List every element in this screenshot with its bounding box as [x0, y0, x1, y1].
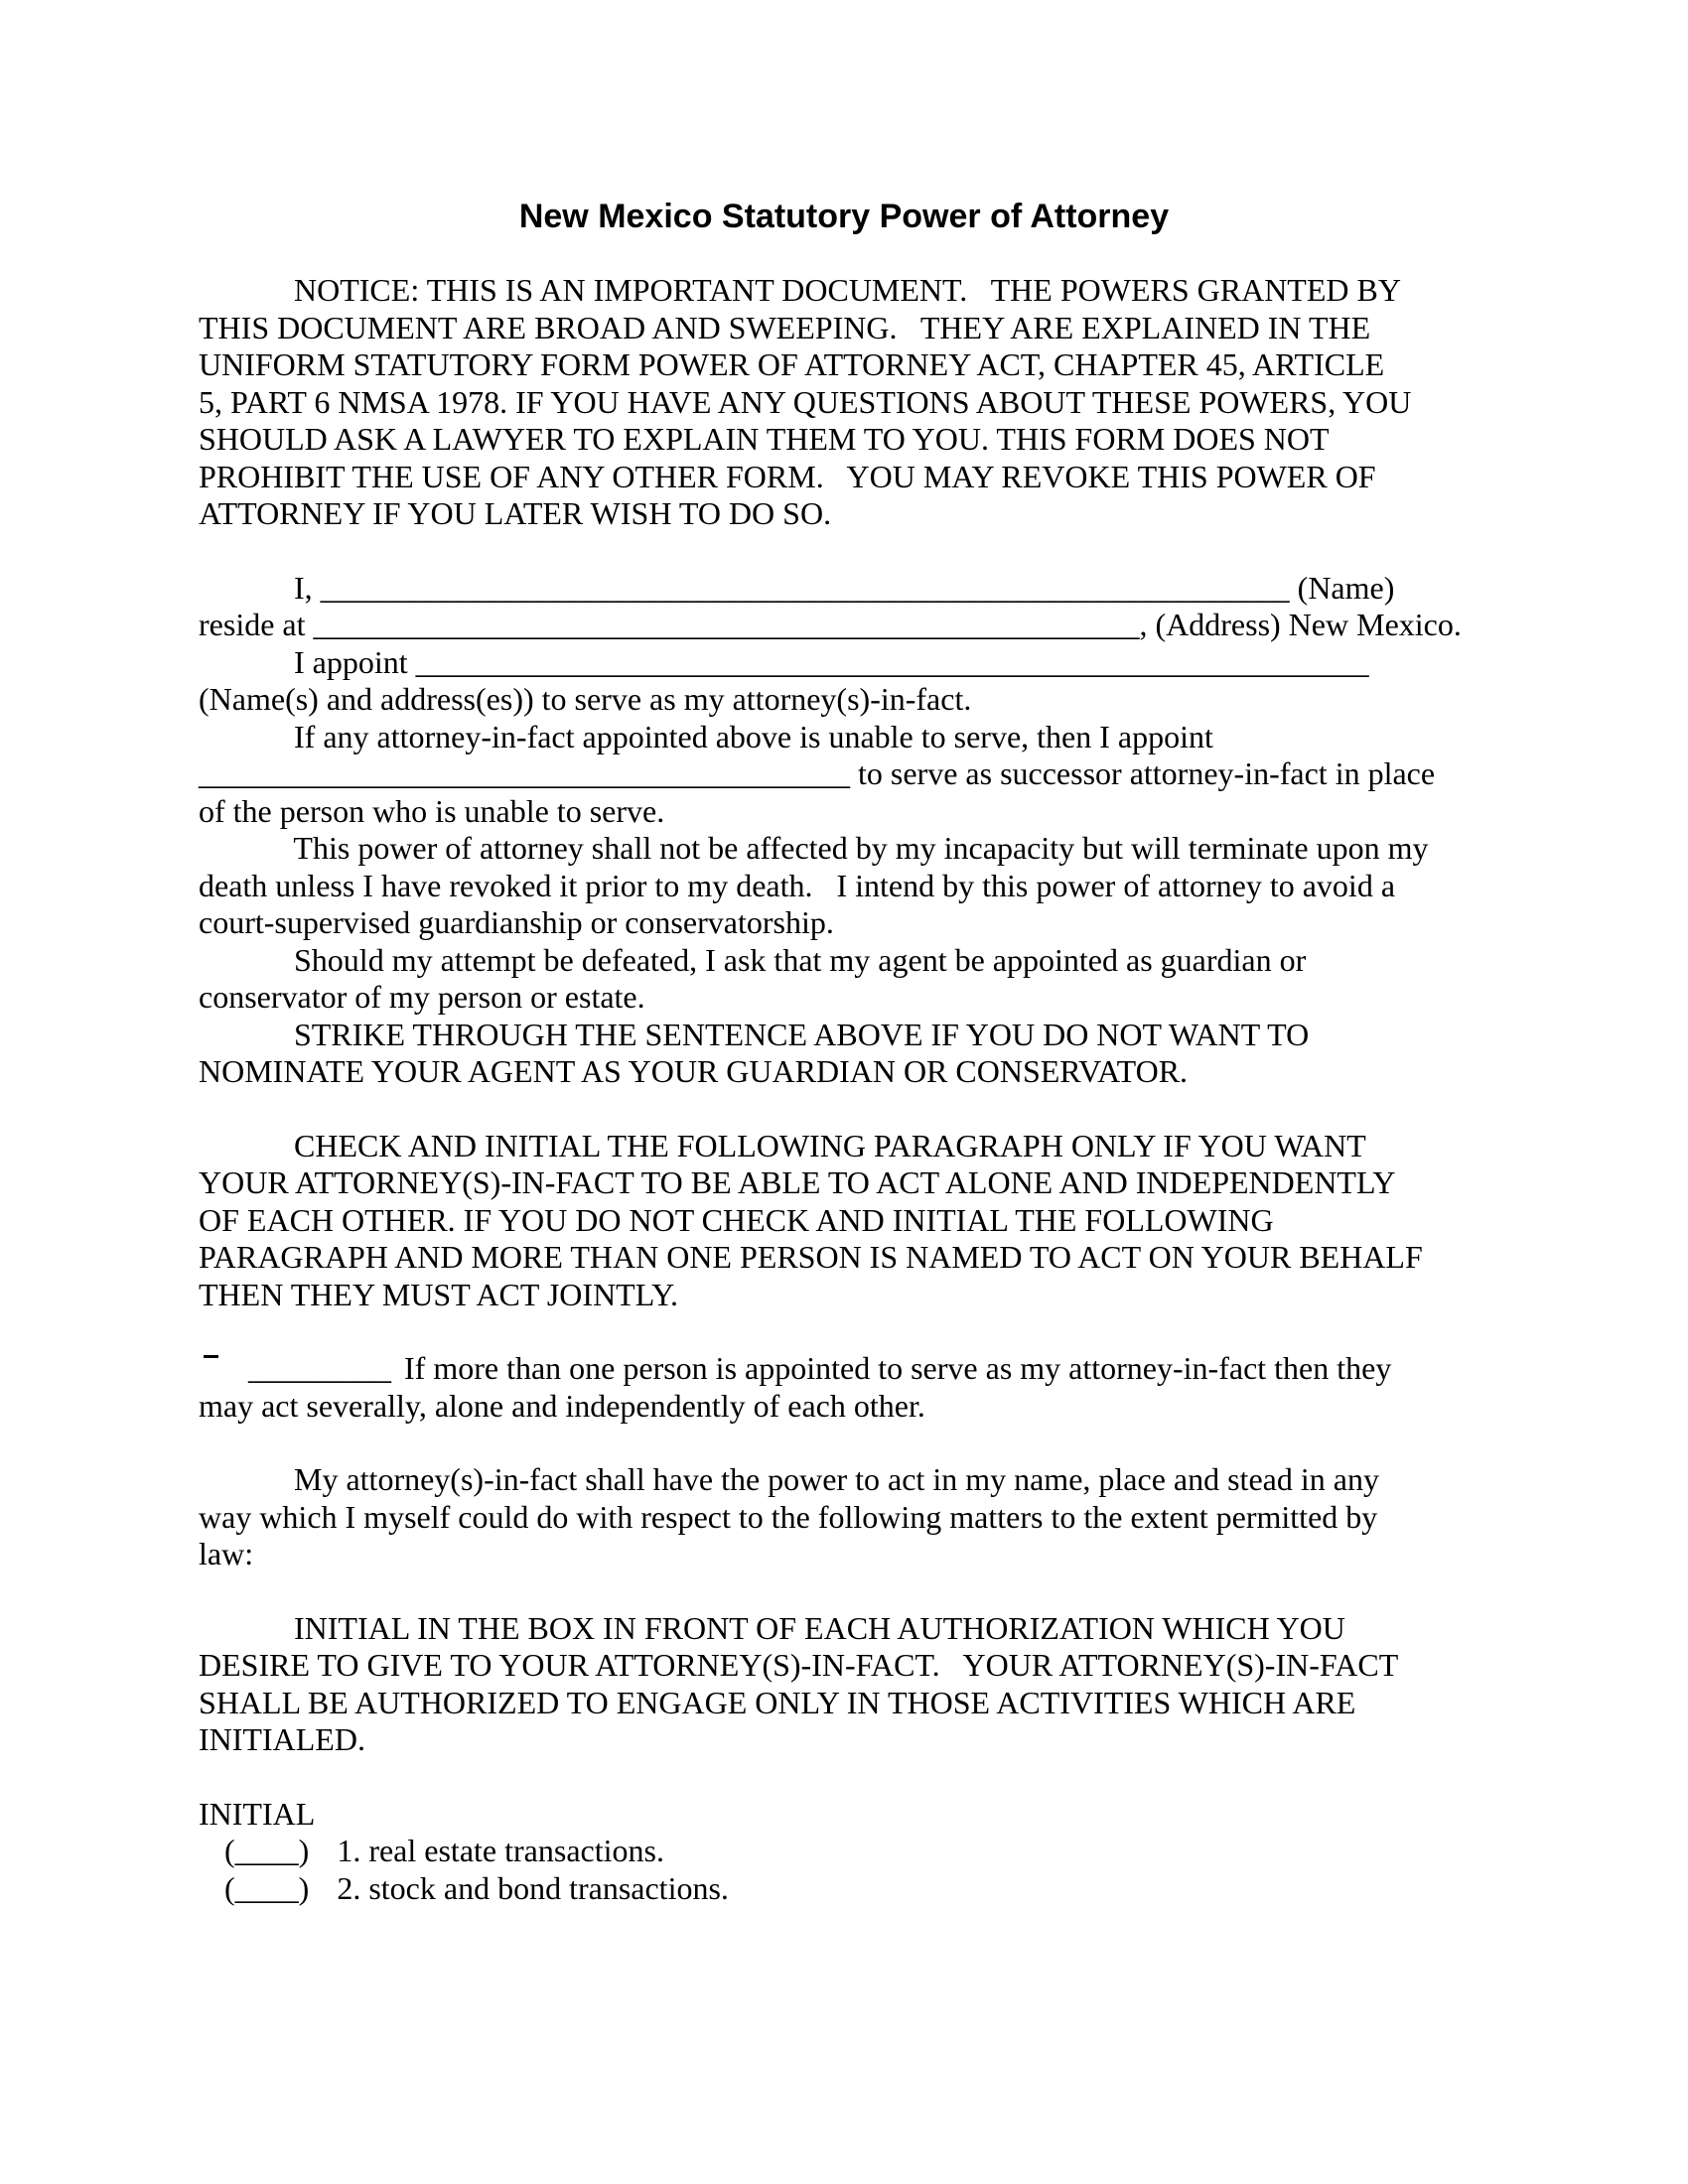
- attorney-appoint-line: [199, 644, 1489, 682]
- text-line: law:: [199, 1536, 254, 1571]
- initial-instruction-paragraph: [199, 1610, 1489, 1759]
- text-line: PARAGRAPH AND MORE THAN ONE PERSON IS NAMED TO ACT ON YOUR BEHALF: [199, 1239, 1423, 1275]
- text-line: 5, PART 6 NMSA 1978. IF YOU HAVE ANY QUESTIONS ABOUT THESE POWERS, YOU: [199, 383, 1412, 420]
- initials-field-stock-bond[interactable]: (____): [224, 1869, 310, 1906]
- successor-tail-line: of the person who is unable to serve.: [199, 792, 665, 829]
- initial-items-list: [199, 1833, 1489, 1907]
- document-title: New Mexico Statutory Power of Attorney: [518, 198, 1170, 235]
- text-line: UNIFORM STATUTORY FORM POWER OF ATTORNEY ACT, CHAPTER 45, ARTICLE: [199, 346, 1385, 382]
- text-line: death unless I have revoked it prior to my death. I intend by this power of attorney to avoid a: [199, 867, 1396, 903]
- text-line: This power of attorney shall not be affected by my incapacity but will terminate upon my: [199, 830, 1429, 866]
- text-line: YOUR ATTORNEY(S)-IN-FACT TO BE ABLE TO ACT ALONE AND INDEPENDENTLY: [199, 1164, 1396, 1200]
- text-line: Should my attempt be defeated, I ask that my agent be appointed as guardian or: [199, 941, 1307, 978]
- notice-paragraph: [199, 272, 1489, 533]
- successor-intro-line: If any attorney-in-fact appointed above is unable to serve, then I appoint: [199, 718, 1213, 754]
- powers-paragraph: [199, 1461, 1489, 1573]
- text-line: court-supervised guardianship or conservatorship.: [199, 904, 834, 940]
- guardian-nomination-paragraph: [199, 942, 1489, 1017]
- text-line: DESIRE TO GIVE TO YOUR ATTORNEY(S)-IN-FACT. YOUR ATTORNEY(S)-IN-FACT: [199, 1647, 1399, 1683]
- text-line: My attorney(s)-in-fact shall have the power to act in my name, place and stead in any: [199, 1461, 1379, 1497]
- text-line: way which I myself could do with respect to the following matters to the extent permitted by: [199, 1498, 1378, 1535]
- principal-name-lead: I,: [199, 569, 321, 606]
- text-line: STRIKE THROUGH THE SENTENCE ABOVE IF YOU DO NOT WANT TO: [199, 1016, 1310, 1052]
- durability-paragraph: [199, 830, 1489, 942]
- principal-name-suffix: (Name): [1289, 569, 1395, 606]
- text-line: INITIAL IN THE BOX IN FRONT OF EACH AUTHORIZATION WHICH YOU: [199, 1609, 1345, 1646]
- initial-item-label-stock-bond: 2. stock and bond transactions.: [337, 1869, 729, 1906]
- initial-item-real-estate: [199, 1833, 1489, 1870]
- severally-clause: [199, 1350, 1489, 1425]
- blank-line: [199, 1573, 1489, 1610]
- severally-clause-text: If more than one person is appointed to serve as my attorney-in-fact then they: [404, 1350, 1392, 1386]
- strike-instruction-paragraph: [199, 1017, 1489, 1091]
- blank-line: [199, 1313, 1489, 1350]
- principal-name-field[interactable]: _____________________________________________________________: [320, 569, 1290, 606]
- blank-line: [199, 1425, 1489, 1461]
- check-mark-field[interactable]: [204, 1355, 218, 1358]
- initials-field-real-estate[interactable]: (____): [224, 1833, 310, 1868]
- severally-clause-line-1: [199, 1350, 1489, 1388]
- initial-item-stock-bond: [199, 1870, 1489, 1908]
- appointment-section: [199, 570, 1489, 831]
- successor-attorney-field[interactable]: _________________________________________: [199, 755, 850, 791]
- blank-line: [199, 533, 1489, 570]
- successor-blank-line: [199, 755, 1489, 793]
- text-line: SHOULD ASK A LAWYER TO EXPLAIN THEM TO YOU. THIS FORM DOES NOT: [199, 421, 1330, 457]
- principal-address-lead: reside at: [199, 607, 314, 642]
- text-line: ATTORNEY IF YOU LATER WISH TO DO SO.: [199, 495, 832, 531]
- text-line: NOTICE: THIS IS AN IMPORTANT DOCUMENT. THE POWERS GRANTED BY: [199, 272, 1401, 308]
- text-line: INITIALED.: [199, 1721, 365, 1757]
- principal-name-line: [199, 570, 1489, 608]
- text-line: THEN THEY MUST ACT JOINTLY.: [199, 1276, 679, 1312]
- severally-clause-line-2: may act severally, alone and independently of each other.: [199, 1387, 925, 1424]
- severally-initials-field[interactable]: _________: [248, 1350, 391, 1386]
- principal-address-line: [199, 607, 1489, 644]
- text-line: NOMINATE YOUR AGENT AS YOUR GUARDIAN OR CONSERVATOR.: [199, 1053, 1189, 1089]
- attorney-appoint-note: (Name(s) and address(es)) to serve as my attorney(s)-in-fact.: [199, 681, 972, 717]
- text-line: THIS DOCUMENT ARE BROAD AND SWEEPING. THEY ARE EXPLAINED IN THE: [199, 309, 1371, 345]
- principal-address-suffix: , (Address) New Mexico.: [1139, 607, 1462, 642]
- blank-line: [199, 1759, 1489, 1796]
- blank-line: [199, 1091, 1489, 1128]
- check-initial-instruction-paragraph: [199, 1128, 1489, 1314]
- text-line: conservator of my person or estate.: [199, 979, 645, 1015]
- text-line: OF EACH OTHER. IF YOU DO NOT CHECK AND INITIAL THE FOLLOWING: [199, 1201, 1274, 1238]
- attorney-appoint-lead: I appoint: [199, 643, 416, 680]
- initial-label: INITIAL: [199, 1795, 316, 1832]
- successor-suffix: to serve as successor attorney-in-fact in place: [850, 755, 1436, 791]
- initial-item-label-real-estate: 1. real estate transactions.: [337, 1833, 664, 1868]
- text-line: CHECK AND INITIAL THE FOLLOWING PARAGRAPH ONLY IF YOU WANT: [199, 1127, 1366, 1163]
- principal-address-field[interactable]: ____________________________________________________: [313, 607, 1140, 642]
- text-line: PROHIBIT THE USE OF ANY OTHER FORM. YOU MAY REVOKE THIS POWER OF: [199, 458, 1376, 494]
- text-line: SHALL BE AUTHORIZED TO ENGAGE ONLY IN THOSE ACTIVITIES WHICH ARE: [199, 1684, 1356, 1720]
- attorney-in-fact-field[interactable]: ____________________________________________________________: [415, 643, 1369, 680]
